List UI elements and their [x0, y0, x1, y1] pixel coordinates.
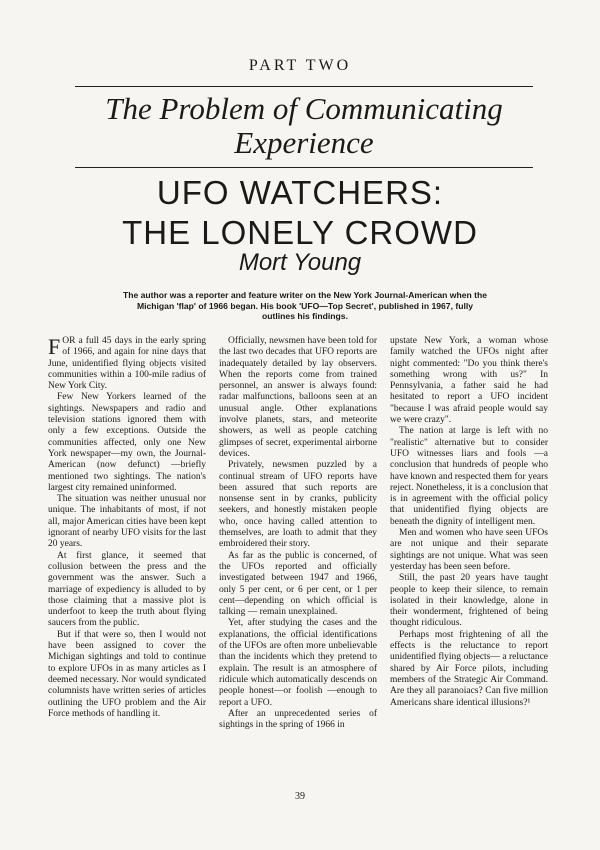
headline-line-2: THE LONELY CROWD: [122, 214, 478, 251]
text-column-2: [219, 336, 377, 731]
paragraph: But if that were so, then I would not have been assigned to cover the Michigan sightings and told to continue to explore UFOs in as many articles as I deemed necessary. Nor would syndicated columnists have written series of articles outlining the UFO problem and the Air Force methods of handling it.: [48, 629, 206, 719]
intro-blurb: The author was a reporter and feature writer on the New York Journal-American when the Michigan 'flap' of 1966 began. His book 'UFO—Top Secret', published in 1967, fully outlines his findings.: [122, 290, 488, 321]
paragraph: upstate New York, a woman whose family watched the UFOs night after night commented: "Do you think there's something wrong with us?" In Pennsylvania, a father said he had hesitated to report a UFO incident "because I was afraid people would say we were crazy".: [390, 336, 548, 426]
paragraph: The nation at large is left with no "realistic" alternative but to consider UFO witnesses liars and fools —a conclusion that hundreds of people who have known and respected them for years reject. Nonetheless, it is a conclusion that is in agreement with the official policy that unidentified flying objects are beneath the dignity of intelligent men.: [390, 426, 548, 527]
text-column-3: [390, 336, 548, 709]
paragraph: Men and women who have seen UFOs are not unique and their separate sightings are not unique. What was seen yesterday has been seen before.: [390, 528, 548, 572]
paragraph: After an unprecedented series of sightings in the spring of 1966 in: [219, 708, 377, 731]
top-rule: [75, 86, 533, 87]
chapter-title: The Problem of Communicating Experience: [105, 91, 503, 160]
paragraph: The situation was neither unusual nor unique. The inhabitants of most, if not all, major American cities have been kept ignorant of nearby UFO visits for the last 20 years.: [48, 494, 206, 550]
paragraph: Yet, after studying the cases and the explanations, the official identifications of the UFOs are often more unbelievable than the incidents which they pretend to explain. The result is an atmosphere of ridicule which automatically descends on people honest—or foolish —enough to report a UFO.: [219, 618, 377, 708]
paragraph: Still, the past 20 years have taught people to keep their silence, to remain isolated in their knowledge, alone in their wonderment, frightened of being thought ridiculous.: [390, 573, 548, 629]
bottom-rule: [75, 167, 533, 168]
paragraph: As far as the public is concerned, of the UFOs reported and officially investigated between 1947 and 1966, only 5 per cent, or 6 per cent, or 1 per cent—depending on which official is talking — remain unexplained.: [219, 550, 377, 618]
drop-cap: F: [48, 334, 61, 359]
paragraph: Officially, newsmen have been told for the last two decades that UFO reports are inadequately detailed by lay observers. When the reports come from trained personnel, an answer is always found: radar malfunctions, balloons seen at an unusual angle. Other explanations involve planets, stars, and meteorite showers, as well as people catching glimpses of secret, experimental airborne devices.: [219, 336, 377, 459]
paragraph: Privately, newsmen puzzled by a continual stream of UFO reports have been assured that such reports are nonsense sent in by cranks, publicity seekers, and honestly mistaken people who, once having called attention to themselves, are loath to admit that they embroidered their story.: [219, 460, 377, 550]
paragraph: Few New Yorkers learned of the sightings. Newspapers and radio and television stations ignored them with only a few exceptions. Outside the communities affected, only one New York newspaper—my own, the Journal-American (now defunct) —briefly mentioned two sightings. The nation's largest city remained uninformed.: [48, 392, 206, 493]
paragraph: At first glance, it seemed that collusion between the press and the government was the answer. Such a marriage of expediency is alluded to by those claiming that a massive plot is underfoot to keep the truth about flying saucers from the public.: [48, 550, 206, 629]
text-column-1: [48, 336, 206, 720]
headline-line-1: UFO WATCHERS:: [156, 174, 444, 211]
paragraph-text: OR a full 45 days in the early spring of 1966, and again for nine days that June, unidentified flying objects visited communities within a 100-mile radius of New York City.: [48, 336, 206, 392]
article-headline: [0, 173, 600, 253]
author-name: Mort Young: [238, 249, 362, 276]
paragraph: Perhaps most frightening of all the effects is the reluctance to report unidentified flying objects— a reluctance shared by Air Force pilots, including members of the Strategic Air Command. Are they all paranoiacs? Can five million Americans share identical illusions?¹: [390, 629, 548, 708]
part-heading: PART TWO: [248, 57, 352, 74]
paragraph: [48, 336, 206, 392]
page-number: 39: [295, 791, 305, 802]
